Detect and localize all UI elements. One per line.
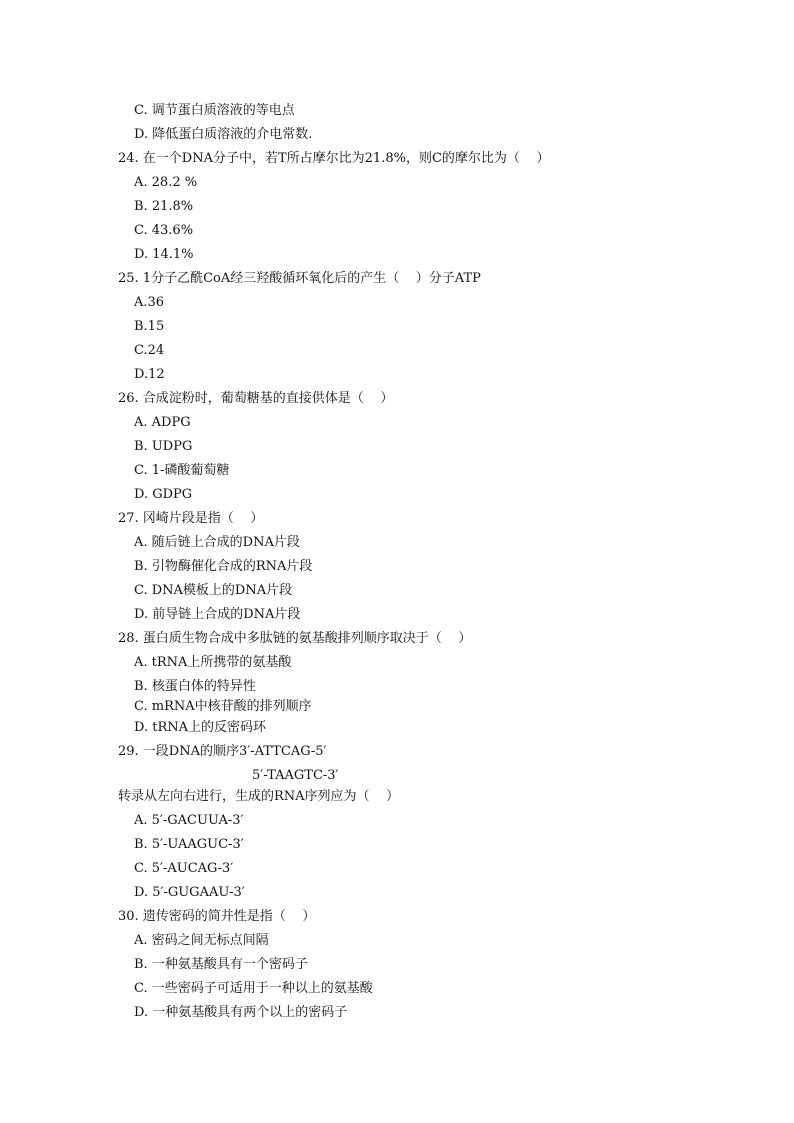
option-text: D. tRNA上的反密码环 [134,720,266,735]
question-continuation: 转录从左向右进行，生成的RNA序列应为（ ） [118,789,400,804]
question-text: 25. 1分子乙酰CoA经三羟酸循环氧化后的产生（ ）分子ATP [118,271,481,286]
option-text: C. mRNA中核苷酸的排列顺序 [134,699,312,714]
option-text: D. 14.1% [134,247,194,262]
option-text: D.12 [134,367,165,382]
question-text: 27. 冈崎片段是指（ ） [118,511,264,526]
option-text: B. 一种氨基酸具有一个密码子 [134,957,308,972]
option-text: B. 核蛋白体的特异性 [134,679,256,694]
option-text: D. 降低蛋白质溶液的介电常数. [134,127,313,142]
option-text: D. GDPG [134,487,193,502]
option-text: D. 前导链上合成的DNA片段 [134,607,301,622]
option-text: A. 28.2 % [134,175,198,190]
option-text: A.36 [134,295,165,310]
option-text: B. 21.8% [134,199,194,214]
option-text: C. 一些密码子可适用于一种以上的氨基酸 [134,981,373,996]
option-text: B. 引物酶催化合成的RNA片段 [134,559,313,574]
option-text: A. tRNA上所携带的氨基酸 [134,655,292,670]
option-text: B. UDPG [134,439,193,454]
question-text: 28. 蛋白质生物合成中多肽链的氨基酸排列顺序取决于（ ） [118,631,472,646]
question-text: 26. 合成淀粉时，葡萄糖基的直接供体是（ ） [118,391,394,406]
question-text: 29. 一段DNA的顺序3′-ATTCAG-5′ [118,744,327,759]
dna-strand-line: 5′-TAAGTC-3′ [252,768,339,783]
option-text: C. 1-磷酸葡萄糖 [134,463,230,478]
option-text: A. 随后链上合成的DNA片段 [134,535,300,550]
option-text: C. 43.6% [134,223,194,238]
option-text: C. DNA模板上的DNA片段 [134,583,293,598]
option-text: C. 5′-AUCAG-3′ [134,861,234,876]
question-text: 30. 遗传密码的简并性是指（ ） [118,909,316,924]
option-text: D. 5′-GUGAAU-3′ [134,885,245,900]
question-text: 24. 在一个DNA分子中，若T所占摩尔比为21.8%，则C的摩尔比为（ ） [118,151,550,166]
option-text: A. 5′-GACUUA-3′ [134,813,244,828]
option-text: C. 调节蛋白质溶液的等电点 [134,103,295,118]
option-text: A. ADPG [134,415,191,430]
option-text: D. 一种氨基酸具有两个以上的密码子 [134,1005,348,1020]
option-text: A. 密码之间无标点间隔 [134,933,269,948]
option-text: C.24 [134,343,165,358]
option-text: B. 5′-UAAGUC-3′ [134,837,244,852]
option-text: B.15 [134,319,165,334]
